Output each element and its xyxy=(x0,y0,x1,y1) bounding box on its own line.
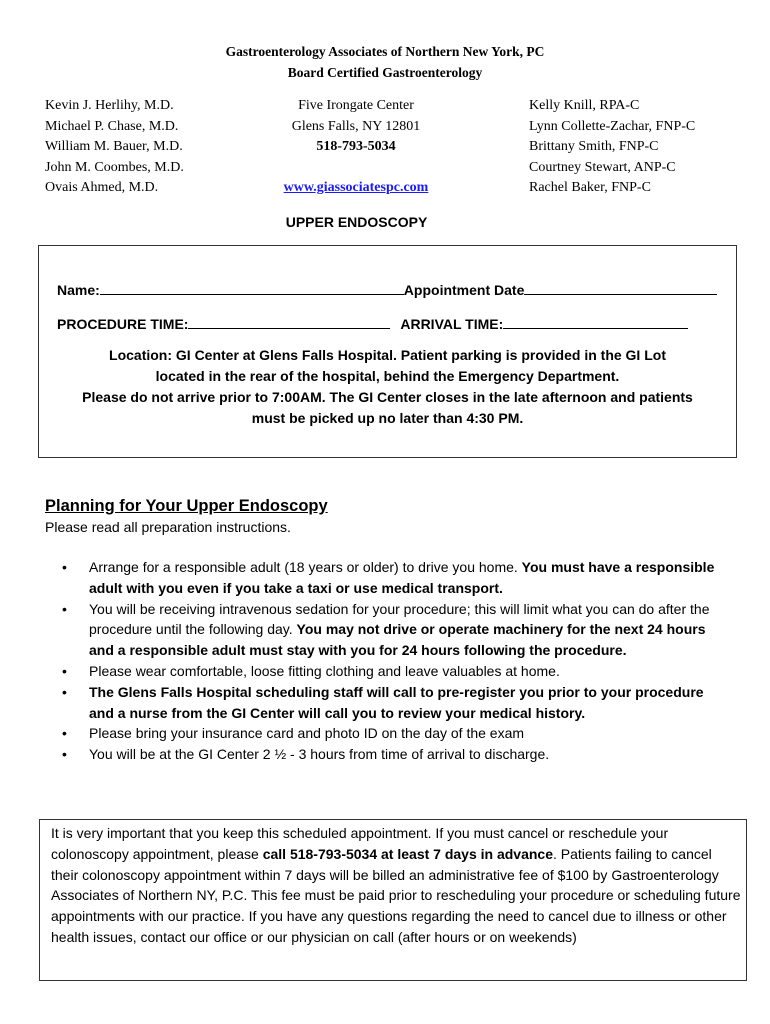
provider-name: Courtney Stewart, ANP-C xyxy=(529,159,676,175)
location-line-4: must be picked up no later than 4:30 PM. xyxy=(251,410,524,426)
address-line-1: Five Irongate Center xyxy=(298,98,414,113)
list-item xyxy=(62,744,732,765)
location-line-3: Please do not arrive prior to 7:00AM. The GI Center closes in the late afternoon and patients xyxy=(82,389,693,405)
provider-name: Rachel Baker, FNP-C xyxy=(529,180,651,195)
bullet-icon: • xyxy=(62,600,67,617)
providers-list xyxy=(529,96,695,199)
physician-name: Ovais Ahmed, M.D. xyxy=(45,180,159,195)
planning-title: Planning for Your Upper Endoscopy xyxy=(45,497,328,515)
arrival-time-field[interactable] xyxy=(503,315,688,329)
location-line-2: located in the rear of the hospital, behind the Emergency Department. xyxy=(155,368,620,384)
phone-number: 518-793-5034 xyxy=(316,139,396,154)
notice-text: It is very important that you keep this scheduled appointment. If you must cancel or reschedule your colonoscopy appointment, please xyxy=(51,825,669,862)
bullet-icon: • xyxy=(62,683,67,700)
certification-line: Board Certified Gastroenterology xyxy=(287,65,483,80)
bullet-icon: • xyxy=(62,662,67,679)
time-row xyxy=(57,315,688,332)
appointment-date-label: Appointment Date xyxy=(403,282,525,298)
notice-text: . Patients failing to cancel their colonoscopy appointment within 7 days will be billed an administrative fee of $100 by Gastroenterology Associates of Northern NY, P.C. This fee must be paid prior to rescheduling your procedure or scheduling future appointments with our practice. If you have any questions regarding the need to cancel due to illness or other health issues, contact our office or our physician on call (after hours or on weekends) xyxy=(51,845,741,945)
bullet-icon: • xyxy=(62,725,67,742)
practice-name: Gastroenterology Associates of Northern New York, PC xyxy=(225,44,545,59)
appointment-date-field[interactable] xyxy=(524,281,717,295)
bullet-text: You will be at the GI Center 2 ½ - 3 hours from time of arrival to discharge. xyxy=(89,746,550,763)
bullet-bold-text: You must have a responsible adult with you even if you take a taxi or use medical transport. xyxy=(89,559,715,596)
planning-subtitle: Please read all preparation instructions. xyxy=(45,519,291,535)
address-block xyxy=(256,96,456,199)
list-item xyxy=(62,661,732,682)
name-field[interactable] xyxy=(100,281,404,295)
bullet-text: You will be receiving intravenous sedation for your procedure; this will limit what you can do after the procedure until the following day. xyxy=(89,600,710,638)
physician-name: John M. Coombes, M.D. xyxy=(45,159,184,175)
arrival-time-label: ARRIVAL TIME: xyxy=(400,316,504,332)
bullet-icon: • xyxy=(62,746,67,763)
list-item xyxy=(62,599,732,661)
location-line-1: Location: GI Center at Glens Falls Hospital. Patient parking is provided in the GI Lot xyxy=(109,347,666,363)
list-item xyxy=(62,682,732,724)
name-row xyxy=(57,281,717,298)
bullet-bold-text: You may not drive or operate machinery for the next 24 hours and a responsible adult must stay with you for 24 hours following the procedure. xyxy=(89,621,706,659)
list-item xyxy=(62,723,732,744)
website-link[interactable]: www.giassociatespc.com xyxy=(283,180,429,195)
provider-name: Brittany Smith, FNP-C xyxy=(529,139,659,154)
procedure-time-field[interactable] xyxy=(188,315,390,329)
list-item xyxy=(62,557,732,599)
physician-name: William M. Bauer, M.D. xyxy=(45,139,183,154)
provider-name: Kelly Knill, RPA-C xyxy=(529,98,640,113)
procedure-time-label: PROCEDURE TIME: xyxy=(57,316,189,332)
name-label: Name: xyxy=(57,282,100,298)
provider-name: Lynn Collette-Zachar, FNP-C xyxy=(529,118,696,134)
physician-name: Michael P. Chase, M.D. xyxy=(45,118,179,134)
bullet-text: Arrange for a responsible adult (18 years or older) to drive you home. xyxy=(89,559,522,575)
physicians-list xyxy=(45,96,184,199)
notice-phone-emphasis: call 518-793-5034 at least 7 days in advance xyxy=(262,845,553,862)
document-title: UPPER ENDOSCOPY xyxy=(285,214,428,230)
address-line-2: Glens Falls, NY 12801 xyxy=(291,118,421,134)
physician-name: Kevin J. Herlihy, M.D. xyxy=(45,98,174,113)
bullet-text: Please wear comfortable, loose fitting clothing and leave valuables at home. xyxy=(89,662,560,679)
bullet-text: Please bring your insurance card and photo ID on the day of the exam xyxy=(89,725,525,742)
cancellation-notice xyxy=(51,823,741,948)
bullet-icon: • xyxy=(62,559,67,575)
bullet-bold-text: The Glens Falls Hospital scheduling staff will call to pre-register you prior to your procedure and a nurse from the GI Center will call you to review your medical history. xyxy=(89,683,704,721)
instruction-list xyxy=(62,557,732,765)
